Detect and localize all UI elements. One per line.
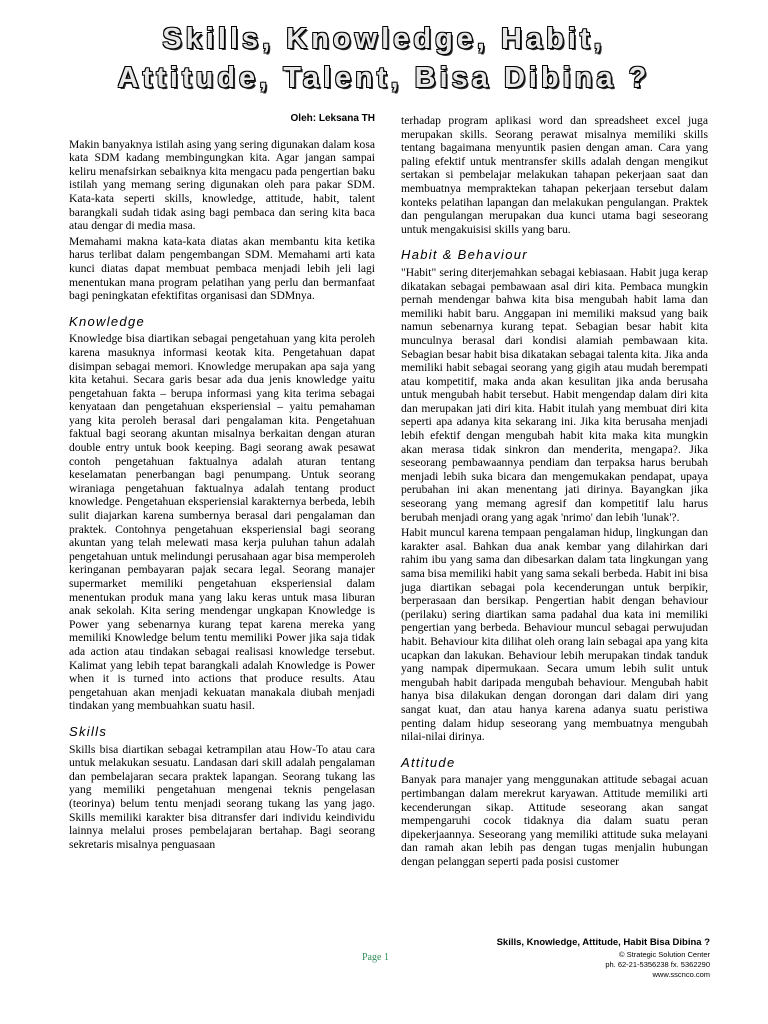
knowledge-paragraph: Knowledge bisa diartikan sebagai pengetahuan yang kita peroleh karena masuknya informasi keotak kita. Pengetahuan dapat disimpan sebagai memori. Knowledge merupakan apa saja yang kita ketahui. Secara garis besar ada dua jenis knowledge yaitu pengetahuan fakta – berupa informasi yang kita terima sebagai kenyataan dan pengetahuan eksperiensial – yaitu pemahaman yang kita peroleh berasal dari pengalaman kita. Pengetahuan faktual bagi seorang akuntan misalnya berkaitan dengan aturan double entry untuk book keeping. Bagi seorang awak pesawat contoh pengetahuan faktualnya adalah aturan tentang keselamatan penerbangan bagi penumpang. Untuk seorang wiraniaga pengetahuan faktualnya adalah tentang product knowledge. Pengetahuan eksperiensial karakternya berbeda, lebih sulit diajarkan karena sumbernya berasal dari pengalaman dan praktek. Contohnya pengetahuan eksperiensial bagi seorang akuntan yang telah melewati masa kerja puluhan tahun adalah pengetahuan untuk melindungi perusahaan agar bisa memperoleh keringanan pembayaran pajak secara legal. Seorang manajer supermarket memiliki pengetahuan eksperiensial dalam menentukan produk mana yang laku keras untuk masa liburan anak sekolah. Kita sering mendengar ungkapan Knowledge is Power yang sebenarnya kurang tepat karena mereka yang memiliki Knowledge belum tentu memiliki Power jika saja tidak ada action atau tindakan sebagai realisasi knowledge tersebut. Kalimat yang lebih tepat barangkali adalah Knowledge is Power when it is turned into actions that produce results. Atau pengetahuan akan menjadi kekuatan manakala diubah menjadi tindakan yang membuahkan suatu hasil. [69,332,375,713]
right-column [401,114,708,870]
skills-paragraph-1: Skills bisa diartikan sebagai ketrampilan atau How-To atau cara untuk melakukan sesuatu. Landasan dari skill adalah pengalaman dan pembelajaran secara praktek lapangan. Seorang tukang las yang memiliki pengetahuan mengenai teknis pengelasan (teorinya) belum tentu menjadi seorang tukang las yang jago. Skills memiliki karakter bisa ditransfer dari individu keindividu lainnya melalui proses pembelajaran bertahap. Bagi seorang sekretaris misalnya penguasaan [69,742,375,851]
footer-doc-title: Skills, Knowledge, Attitude, Habit Bisa Dibina ? [496,937,710,948]
footer-copyright: © Strategic Solution Center [619,950,710,959]
knowledge-heading: Knowledge [69,313,146,329]
title-line-1: Skills, Knowledge, Habit, [162,23,606,55]
skills-heading: Skills [69,723,108,739]
footer-website: www.sscnco.com [652,970,710,979]
author-byline: Oleh: Leksana TH [290,113,375,124]
footer-phone: ph. 62-21-5356238 fx. 5362290 [605,960,710,969]
page-number: Page 1 [362,952,389,963]
left-column [69,112,375,853]
habit-paragraph-1: "Habit" sering diterjemahkan sebagai kebiasaan. Habit juga kerap dikatakan sebagai pembawaan asal diri kita. Pembaca mungkin pernah mendengar bahwa kita bisa mengubah habit lama dan memiliki habit baru. Anggapan ini memiliki maksud yang baik namun sebenarnya kurang tepat. Sebagian besar habit kita munculnya berasal dari kondisi alamiah pembawaan kita. Sebagian besar habit bisa dikatakan sebagai talenta kita. Jika anda memiliki habit sebagai seorang yang gigih atau mudah berempati atau kompetitif, maka anda akan kesulitan jika anda berusaha untuk mengubah habit tersebut. Habit mengendap dalam diri kita dan merupakan jati diri kita. Habit itulah yang membuat diri kita seperti apa adanya kita sekarang ini. Jika kita berusaha menjadi lebih efektif dengan mengubah habit kita maka kita mungkin akan merasa tidak sinkron dan menderita, mengapa?. Jika seseorang pembawaannya pendiam dan terpaksa harus berubah menjadi lebih suka bicara dan mengemukakan pendapat, upaya perubahan ini akan menentang jati dirinya. Bayangkan jika seseorang yang memang agresif dan kompetitif lalu harus berubah menjadi orang yang agak 'nrimo' dan lebih 'lunak'?. [401,265,708,524]
habit-heading: Habit & Behaviour [401,247,528,263]
attitude-paragraph: Banyak para manajer yang menggunakan attitude sebagai acuan pertimbangan dalam merekrut karyawan. Attitude memiliki arti kecenderungan sikap. Attitude seseorang akan sangat mempengaruhi cocok tidaknya dia dalam suatu peran dipekerjaannya. Seseorang yang memiliki attitude suka melayani dan ramah akan lebih pas dengan tugas menjalin hubungan dengan pelanggan seperti pada posisi customer [401,773,708,868]
document-title [0,20,768,98]
intro-paragraph-2: Memahami makna kata-kata diatas akan membantu kita ketika harus terlibat dalam pengembangan SDM. Memahami arti kata kunci diatas dapat membuat pembaca menjadi lebih jeli lagi menentukan mana program pelatihan yang perlu dan bermanfaat bagi peningkatan efektifitas organisasi dan SDMnya. [69,234,375,303]
title-line-2: Attitude, Talent, Bisa Dibina ? [117,62,651,94]
intro-paragraph-1: Makin banyaknya istilah asing yang sering digunakan dalam kosa kata SDM kadang membingungkan kita. Agar jangan sampai keliru menafsirkan sebaiknya kita mengacu pada pengertian baku istilah yang memang sering digunakan oleh para pakar SDM. Kata-kata seperti skills, knowledge, attitude, habit, talent barangkali sudah tidak asing bagi pembaca dan sering kita baca atau dengar di media masa. [69,137,375,233]
skills-paragraph-2: terhadap program aplikasi word dan spreadsheet excel juga merupakan skills. Seorang perawat misalnya memiliki skills tentang bagaimana menyuntik pasien dengan aman. Cara yang paling efektif untuk mentransfer skills adalah dengan mengikut sertakan si pembelajar melakukan tahapan pekerjaan saat dan membuatnya mempraktekan tahapan pekerjaan tersebut dalam konteks pelatihan lapangan dan melakukan pengulangan. Praktek dan pengulangan merupakan dua kunci utama bagi seseorang untuk mengakuisisi skills yang baru. [401,114,708,236]
habit-paragraph-2: Habit muncul karena tempaan pengalaman hidup, lingkungan dan karakter asal. Bahkan dua anak kembar yang dilahirkan dari rahim ibu yang sama dan dibesarkan dalam tata lingkungan yang sama bisa memiliki habit yang sama sekali berbeda. Habit ini bisa juga diartikan sebagai pola kecenderungan untuk berpikir, berperasaan dan bersikap. Pengertian habit dengan behaviour (perilaku) sering diartikan sama padahal dua kata ini memiliki pengertian yang berbeda. Behaviour muncul sebagai perwujudan habit. Behaviour kita dilihat oleh orang lain sebagai apa yang kita ucapkan dan lakukan. Behaviour lebih merupakan tindak tanduk yang nampak dipermukaan. Secara umum lebih sulit untuk mengubah habit daripada mengubah behaviour. Mengubah habit hanya bisa dilakukan dengan dorongan dari dalam diri yang sangat kuat, dan atau hanya karena adanya suatu peristiwa penting dalam hidup seseorang yang membuatnya mengubah nilai-nilai dirinya. [401,526,708,744]
attitude-heading: Attitude [401,754,456,770]
footer-info [497,938,710,980]
